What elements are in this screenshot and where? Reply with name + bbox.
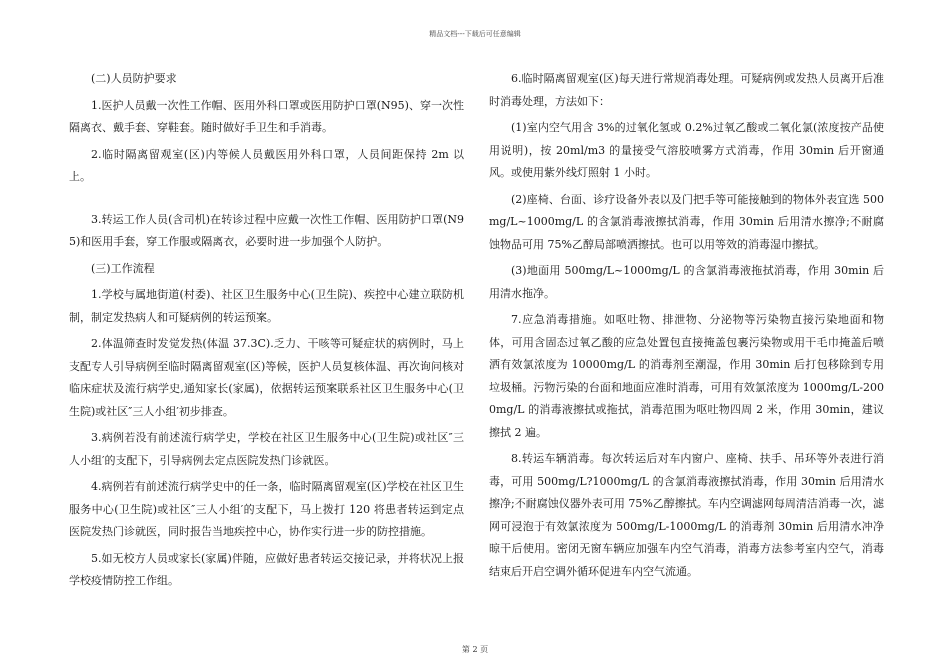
paragraph: 1.学校与属地街道(村委)、社区卫生服务中心(卫生院)、疾控中心建立联防机制，制定发热病人和可疑病例的转运预案。: [69, 288, 464, 324]
paragraph: 2.体温筛查时发觉发热(体温 37.3C).乏力、干咳等可疑症状的病例时，马上支配专人引导病例至临时隔离留观室(区)等候，医护人员复核体温、再次询问核对临床症状及流行病学史,通知家长(家属)，依据转运预案联系社区卫生服务中心(卫生院)或社区″三人小组′初步排查。: [69, 337, 464, 418]
section-heading: (二)人员防护要求: [91, 72, 177, 85]
paragraph: 3.病例若没有前述流行病学史，学校在社区卫生服务中心(卫生院)或社区″三人小组′的支配下，引导病例去定点医院发热门诊就医。: [69, 431, 464, 467]
page-number: 第 2 页: [461, 645, 489, 654]
paragraph: (1)室内空气用含 3%的过氧化氢或 0.2%过氧乙酸或二氧化氯(浓度按产品使用说明)，按 20ml/m3 的量接受气溶胶喷雾方式消毒，作用 30min 后开窗通风。或使用紫外线灯照射 1 小时。: [489, 121, 884, 179]
paragraph: 4.病例若有前述流行病学史中的任一条，临时隔离留观室(区)学校在社区卫生服务中心(卫生院)或社区″三人小组′的支配下，马上拨打 120 将患者转运到定点医院发热门诊就医，同时报告当地疾控中心，协作实行进一步的防控措施。: [69, 480, 464, 538]
paragraph: 8.转运车辆消毒。每次转运后对车内窗户、座椅、扶手、吊环等外表进行消毒，可用 500mg/L?1000mg/L 的含氯消毒液擦拭消毒，作用 30min 后用清水擦净;不耐腐蚀仪器外表可用 75%乙醇擦拭。车内空调滤网每周清洁消毒一次，滤网可浸泡于有效氯浓度为 500mg/L-1000mg/L 的消毒剂 30min 后用清水冲净晾干后使用。密闭无窗车辆应加强车内空气消毒，消毒方法参考室内空气，消毒结束后开启空调外循环促进车内空气流通。: [489, 452, 884, 578]
paragraph: 1.医护人员戴一次性工作帽、医用外科口罩或医用防护口罩(N95)、穿一次性隔离衣、戴手套、穿鞋套。随时做好手卫生和手消毒。: [69, 98, 464, 134]
page-header: 精品文档---下载后可任意编辑: [429, 30, 521, 38]
paragraph: 3.转运工作人员(含司机)在转诊过程中应戴一次性工作帽、医用防护口罩(N95)和医用手套，穿工作服或隔离衣，必要时进一步加强个人防护。: [69, 212, 464, 248]
paragraph: 2.临时隔离留观室(区)内等候人员戴医用外科口罩，人员间距保持 2m 以上。: [69, 147, 464, 183]
paragraph: 5.如无校方人员或家长(家属)伴随，应做好患者转运交接记录，并将状况上报学校疫情防控工作组。: [69, 551, 464, 587]
right-column: [489, 68, 884, 587]
paragraph: (3)地面用 500mg/L~1000mg/L 的含氯消毒液拖拭消毒，作用 30min 后用清水拖净。: [489, 264, 884, 300]
paragraph: 7.应急消毒措施。如呕吐物、排泄物、分泌物等污染物直接污染地面和物体，可用含固态过氧乙酸的应急处置包直接掩盖包裹污染物或用干毛巾掩盖后喷洒有效氯浓度为 10000mg/L 的消毒剂至潮湿，作用 30min 后打包移除到专用垃圾桶。污物污染的台面和地面应准时消毒，可用有效氯浓度为 1000mg/L-2000mg/L 的消毒液擦拭或拖拭，消毒范围为呕吐物四周 2 米，作用 30min，建议擦拭 2 遍。: [489, 313, 884, 439]
section-heading: (三)工作流程: [91, 261, 155, 275]
paragraph: (2)座椅、台面、诊疗设备外表以及门把手等可能接触到的物体外表宜选 500mg/L~1000mg/L 的含氯消毒液擦拭消毒，作用 30min 后用清水擦净;不耐腐蚀物品可用 75%乙醇局部喷洒擦拭。也可以用等效的消毒湿巾擦拭。: [489, 192, 884, 251]
left-column: [69, 68, 464, 597]
paragraph: 6.临时隔离留观室(区)每天进行常规消毒处理。可疑病例或发热人员离开后准时消毒处理，方法如下：: [489, 72, 884, 108]
